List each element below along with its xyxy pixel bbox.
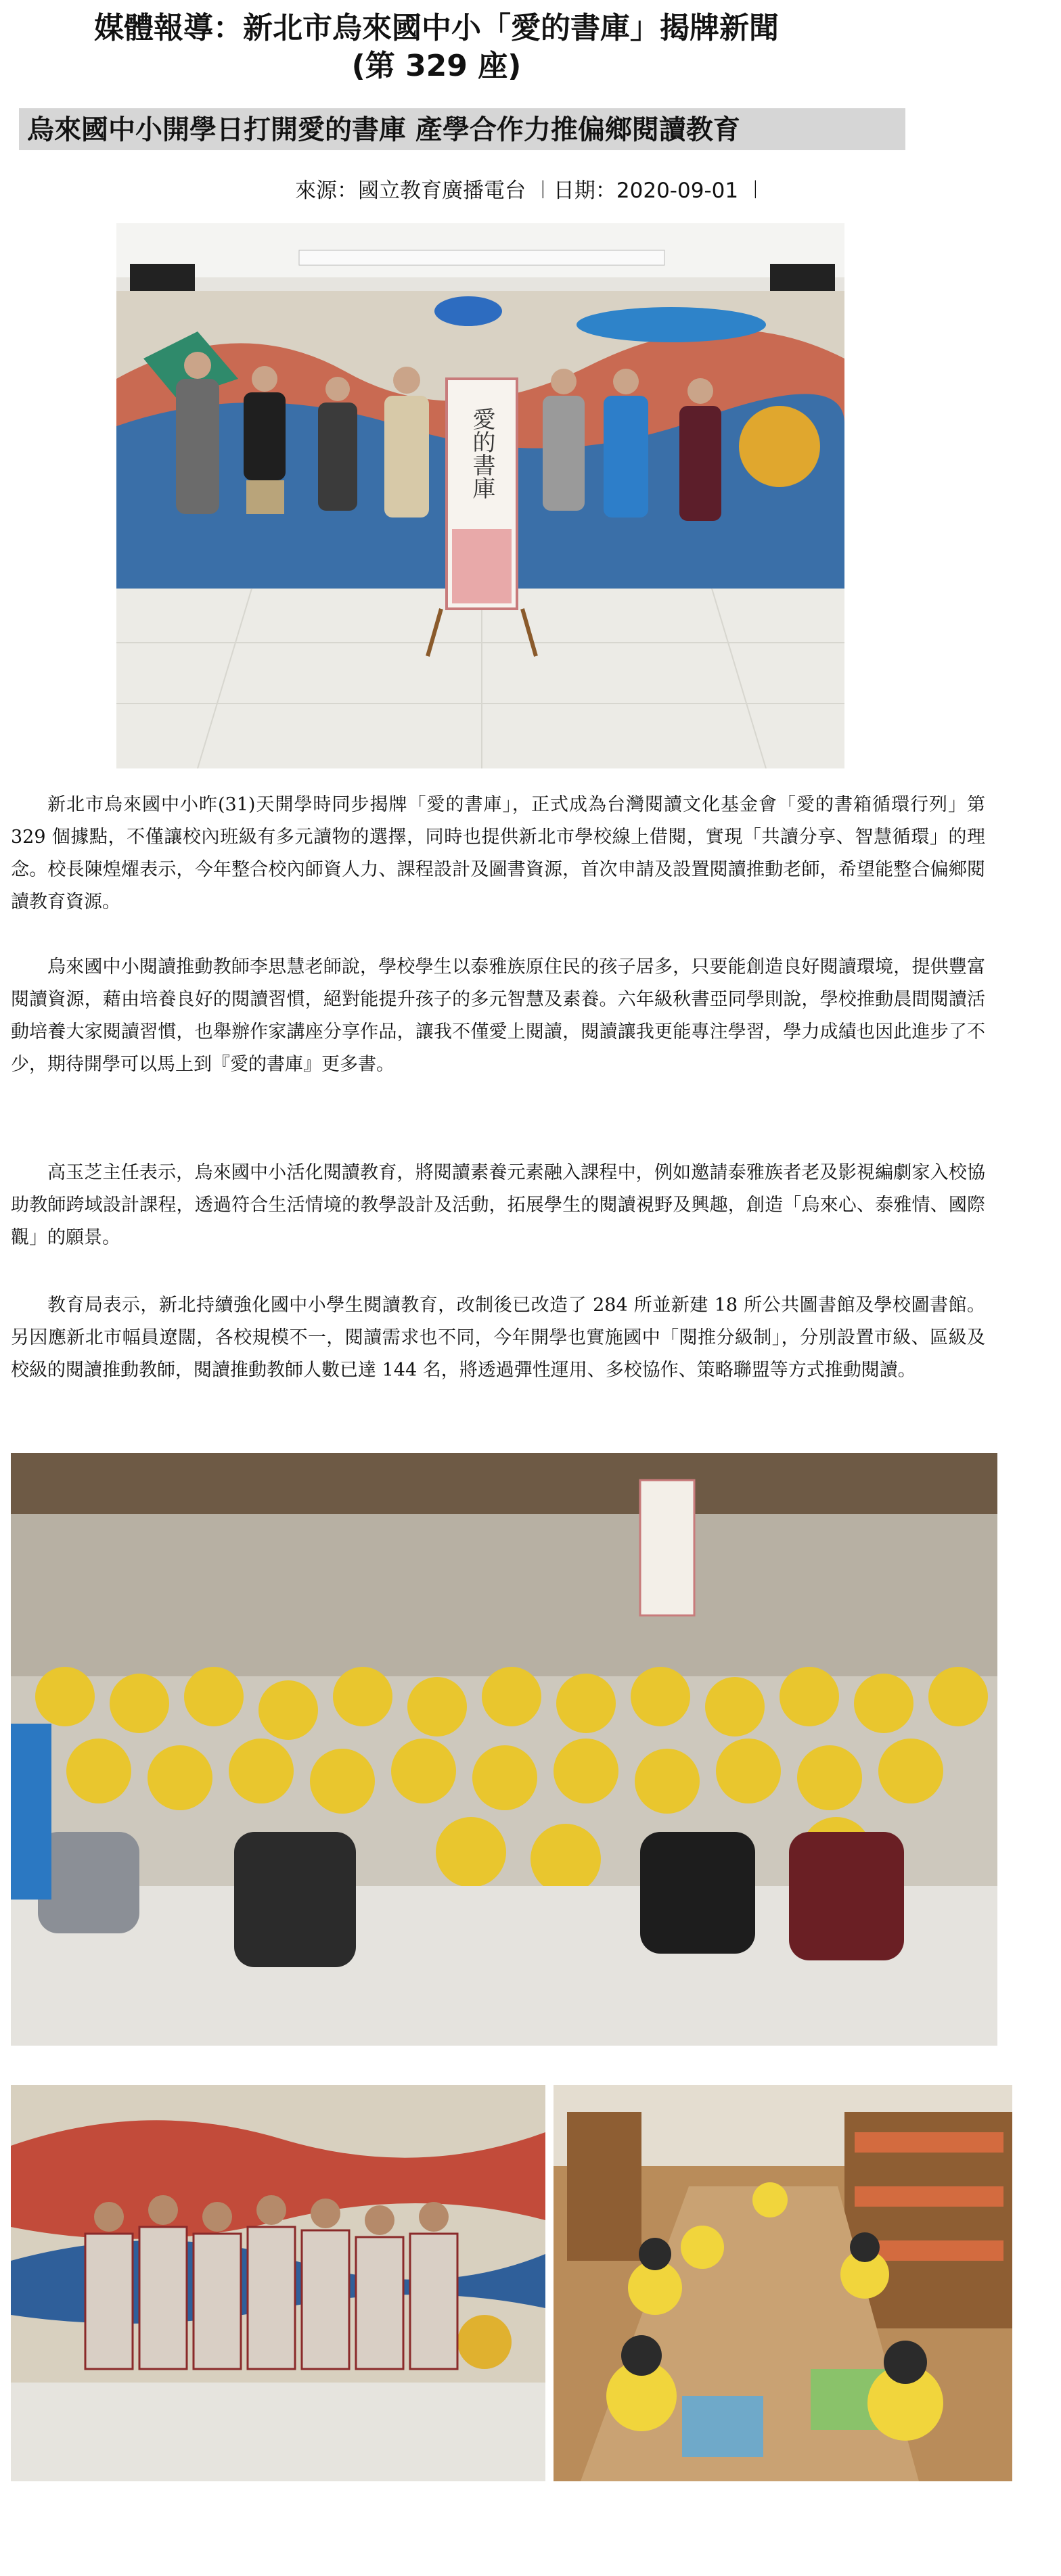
paragraph-1: 新北市烏來國中小昨(31)天開學時同步揭牌「愛的書庫」，正式成為台灣閱讀文化基金會「愛的書箱循環行列」第 329 個據點，不僅讓校內班級有多元讀物的選擇，同時也提供新北市學校線上借閱，實現「共讀分享、智慧循環」的理念。校長陳煌燿表示，今年整合校內師資人力、課程設計及圖書資源，首次申請及設置閱讀推動老師，希望能整合偏鄉閱讀教育資源。: [11, 794, 985, 913]
source-line: 來源：國立教育廣播電台 ︱日期：2020-09-01 ︱: [295, 179, 766, 203]
title-line-2: (第 329 座): [351, 49, 522, 83]
page-title: [0, 9, 873, 85]
sign-text: 愛的書庫: [468, 407, 495, 499]
photo-ceremony-group: [116, 223, 844, 768]
article-subtitle: 烏來國中小開學日打開愛的書庫 產學合作力推偏鄉閱讀教育: [27, 114, 740, 145]
title-line-1: 媒體報導：新北市烏來國中小「愛的書庫」揭牌新聞: [94, 11, 779, 45]
paragraph-3: 高玉芝主任表示，烏來國中小活化閱讀教育，將閱讀素養元素融入課程中，例如邀請泰雅族者老及影視編劇家入校協助教師跨域設計課程，透過符合生活情境的教學設計及活動，拓展學生的閱讀視野及興趣，創造「烏來心、泰雅情、國際觀」的願景。: [11, 1162, 985, 1248]
paragraph-2: 烏來國中小閱讀推動教師李思慧老師說，學校學生以泰雅族原住民的孩子居多，只要能創造良好閱讀環境，提供豐富閱讀資源，藉由培養良好的閱讀習慣，絕對能提升孩子的多元智慧及素養。六年級秋書亞同學則說，學校推動晨間閱讀活動培養大家閱讀習慣，也舉辦作家講座分享作品，讓我不僅愛上閱讀，閱讀讓我更能專注學習，學力成績也因此進步了不少，期待開學可以馬上到『愛的書庫』更多書。: [11, 957, 985, 1075]
photo-students-group: [11, 1453, 997, 2046]
paragraph-4: 教育局表示，新北持續強化國中小學生閱讀教育，改制後已改造了 284 所並新建 18 所公共圖書館及學校圖書館。另因應新北市幅員遼闊，各校規模不一，閱讀需求也不同，今年開學也實施國中「閱推分級制」，分別設置市級、區級及校級的閱讀推動教師，閱讀推動教師人數已達 144 名，將透過彈性運用、多校協作、策略聯盟等方式推動閱讀。: [11, 1295, 985, 1381]
photo-library-reading: [554, 2085, 1012, 2481]
photo-traditional-clothing: [11, 2085, 545, 2481]
